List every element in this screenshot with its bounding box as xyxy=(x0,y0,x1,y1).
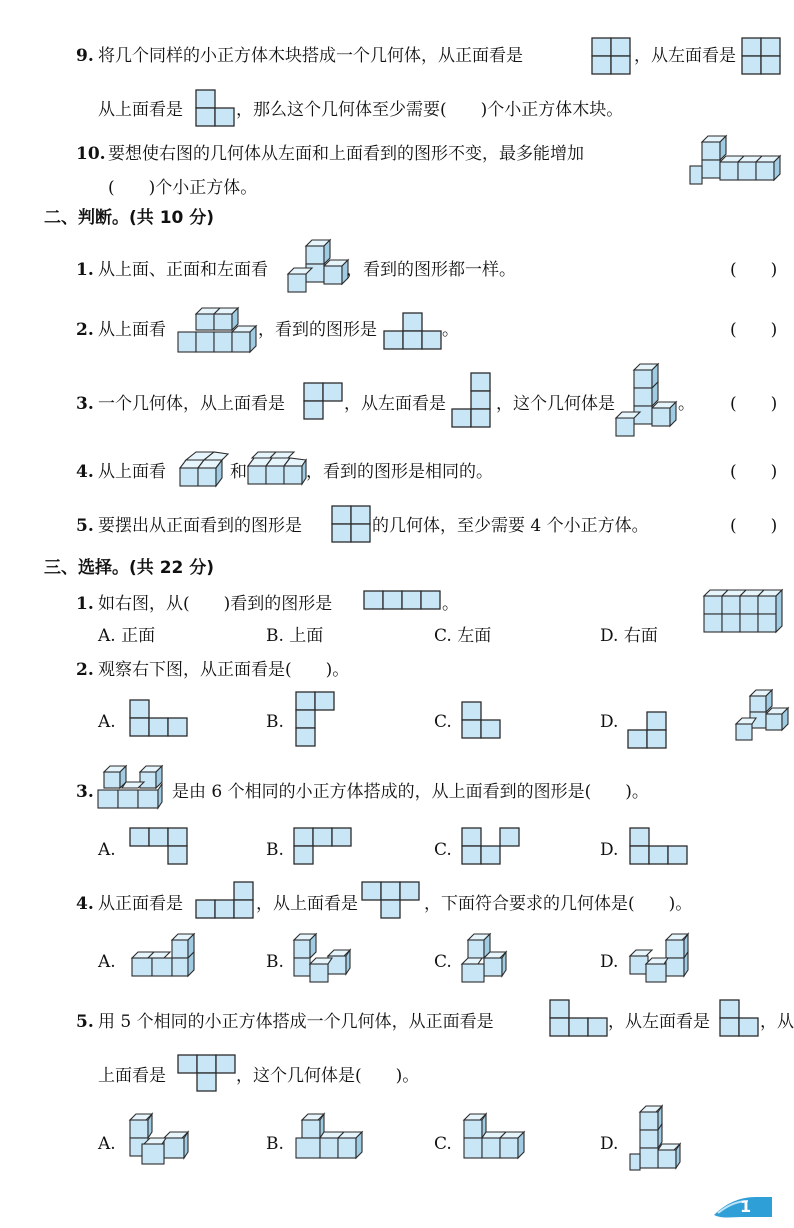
judge-3-left-view-figure xyxy=(452,373,492,429)
judge-1-text-a: 从上面、正面和左面看 xyxy=(98,260,268,280)
judge-5-text-a: 要摆出从正面看到的图形是 xyxy=(98,516,302,536)
choice-4-label-d[interactable]: D. xyxy=(600,952,619,972)
choice-5-option-a-figure[interactable] xyxy=(126,1114,194,1166)
choice-4-option-b-figure[interactable] xyxy=(292,934,358,982)
judge-4-solid-figure-a xyxy=(176,450,232,494)
judge-4-number: 4. xyxy=(76,462,94,482)
judge-5-number: 5. xyxy=(76,516,94,536)
choice-2-option-c-figure[interactable] xyxy=(462,702,502,740)
section-3-title: 三、选择。(共 22 分) xyxy=(44,558,215,578)
choice-5-text-d: 上面看是 xyxy=(98,1066,166,1086)
choice-5-left-view-figure xyxy=(720,1000,760,1038)
choice-5-option-d-figure[interactable] xyxy=(628,1106,690,1174)
choice-2-label-a[interactable]: A. xyxy=(98,712,116,732)
judge-3-text-b: ，从左面看是 xyxy=(344,394,446,414)
choice-5-text-a: 用 5 个相同的小正方体搭成一个几何体，从正面看是 xyxy=(98,1012,494,1032)
choice-1-view-figure xyxy=(364,591,442,611)
choice-2-text: 观察右下图，从正面看是( )。 xyxy=(98,660,350,680)
q9-text-3: 从上面看是 xyxy=(98,100,183,120)
judge-4-text-a: 从上面看 xyxy=(98,462,166,482)
judge-2-number: 2. xyxy=(76,320,94,340)
choice-3-solid-figure xyxy=(96,764,168,812)
choice-4-number: 4. xyxy=(76,894,94,914)
judge-3-text-a: 一个几何体，从上面看是 xyxy=(98,394,285,414)
choice-3-number: 3. xyxy=(76,782,94,802)
judge-3-text-c: ，这个几何体是 xyxy=(496,394,615,414)
choice-3-text: 是由 6 个相同的小正方体搭成的，从上面看到的图形是( )。 xyxy=(172,782,649,802)
choice-2-label-b[interactable]: B. xyxy=(266,712,284,732)
q10-number: 10. xyxy=(76,144,106,164)
judge-4-solid-figure-b xyxy=(244,450,308,494)
choice-4-text-a: 从正面看是 xyxy=(98,894,183,914)
choice-4-top-view-figure xyxy=(362,882,420,920)
choice-5-option-c-figure[interactable] xyxy=(462,1114,530,1166)
judge-2-text-c: 。 xyxy=(442,320,459,340)
q9-top-view-figure xyxy=(196,90,236,128)
choice-5-text-b: ，从左面看是 xyxy=(608,1012,710,1032)
choice-5-label-c[interactable]: C. xyxy=(434,1134,452,1154)
page-number-badge xyxy=(712,1193,774,1221)
judge-2-view-figure xyxy=(384,313,442,351)
choice-4-text-c: ，下面符合要求的几何体是( )。 xyxy=(424,894,693,914)
choice-5-label-a[interactable]: A. xyxy=(98,1134,116,1154)
choice-2-label-d[interactable]: D. xyxy=(600,712,619,732)
page-number: 1 xyxy=(740,1197,752,1216)
choice-5-number: 5. xyxy=(76,1012,94,1032)
choice-1-text-a: 如右图，从( )看到的图形是 xyxy=(98,594,333,614)
q10-text-1: 要想使右图的几何体从左面和上面看到的图形不变，最多能增加 xyxy=(108,144,584,164)
q10-text-2: ( )个小正方体。 xyxy=(108,178,258,198)
q9-left-view-figure xyxy=(742,38,782,76)
section-2-title: 二、判断。(共 10 分) xyxy=(44,208,215,228)
choice-5-label-d[interactable]: D. xyxy=(600,1134,619,1154)
choice-4-text-b: ，从上面看是 xyxy=(256,894,358,914)
choice-2-label-c[interactable]: C. xyxy=(434,712,452,732)
choice-2-number: 2. xyxy=(76,660,94,680)
q10-solid-figure xyxy=(690,136,786,194)
choice-5-front-view-figure xyxy=(550,1000,608,1038)
choice-1-option-d[interactable]: D. 右面 xyxy=(600,626,658,646)
choice-4-option-c-figure[interactable] xyxy=(460,934,522,982)
choice-2-solid-figure xyxy=(734,690,794,746)
choice-3-label-c[interactable]: C. xyxy=(434,840,452,860)
choice-1-text-b: 。 xyxy=(442,594,459,614)
judge-5-text-b: 的几何体，至少需要 4 个小正方体。 xyxy=(372,516,649,536)
judge-3-text-d: 。 xyxy=(678,394,695,414)
choice-1-number: 1. xyxy=(76,594,94,614)
choice-5-top-view-figure xyxy=(178,1055,236,1093)
q9-text-4: ，那么这个几何体至少需要( )个小正方体木块。 xyxy=(236,100,624,120)
choice-4-option-a-figure[interactable] xyxy=(128,934,200,982)
choice-2-option-d-figure[interactable] xyxy=(628,712,668,750)
judge-1-answer-blank[interactable]: ( ) xyxy=(730,260,778,280)
choice-4-label-b[interactable]: B. xyxy=(266,952,284,972)
judge-1-solid-figure xyxy=(284,240,348,296)
judge-2-solid-figure xyxy=(176,304,260,356)
choice-3-label-d[interactable]: D. xyxy=(600,840,619,860)
choice-3-option-c-figure[interactable] xyxy=(462,828,520,866)
choice-2-option-a-figure[interactable] xyxy=(130,700,188,738)
judge-2-text-a: 从上面看 xyxy=(98,320,166,340)
judge-3-answer-blank[interactable]: ( ) xyxy=(730,394,778,414)
q9-front-view-figure xyxy=(592,38,632,76)
judge-4-text-b: 和 xyxy=(230,462,247,482)
judge-3-number: 3. xyxy=(76,394,94,414)
judge-2-text-b: ，看到的图形是 xyxy=(258,320,377,340)
choice-4-option-d-figure[interactable] xyxy=(626,934,696,982)
choice-3-option-a-figure[interactable] xyxy=(130,828,188,866)
judge-2-answer-blank[interactable]: ( ) xyxy=(730,320,778,340)
choice-1-option-a[interactable]: A. 正面 xyxy=(98,626,156,646)
judge-5-front-view-figure xyxy=(332,506,372,544)
judge-1-text-b: ，看到的图形都一样。 xyxy=(346,260,516,280)
choice-5-option-b-figure[interactable] xyxy=(294,1114,366,1166)
choice-3-label-a[interactable]: A. xyxy=(98,840,116,860)
choice-1-solid-figure xyxy=(702,588,790,640)
judge-3-top-view-figure xyxy=(304,383,344,421)
choice-5-text-e: ，这个几何体是( )。 xyxy=(236,1066,420,1086)
choice-5-label-b[interactable]: B. xyxy=(266,1134,284,1154)
choice-2-option-b-figure[interactable] xyxy=(296,692,336,748)
q9-number: 9. xyxy=(76,46,94,66)
choice-3-option-d-figure[interactable] xyxy=(630,828,688,866)
choice-4-label-a[interactable]: A. xyxy=(98,952,116,972)
judge-5-answer-blank[interactable]: ( ) xyxy=(730,516,778,536)
choice-5-text-c: ，从 xyxy=(760,1012,794,1032)
choice-3-label-b[interactable]: B. xyxy=(266,840,284,860)
choice-1-option-b[interactable]: B. 上面 xyxy=(266,626,324,646)
choice-4-front-view-figure xyxy=(196,882,254,920)
judge-3-solid-figure xyxy=(614,364,678,440)
choice-3-option-b-figure[interactable] xyxy=(294,828,352,866)
judge-4-text-c: ，看到的图形是相同的。 xyxy=(306,462,493,482)
choice-4-label-c[interactable]: C. xyxy=(434,952,452,972)
choice-1-option-c[interactable]: C. 左面 xyxy=(434,626,492,646)
q9-text-2: ，从左面看是 xyxy=(634,46,736,66)
q9-text-1: 将几个同样的小正方体木块搭成一个几何体，从正面看是 xyxy=(98,46,523,66)
judge-4-answer-blank[interactable]: ( ) xyxy=(730,462,778,482)
judge-1-number: 1. xyxy=(76,260,94,280)
